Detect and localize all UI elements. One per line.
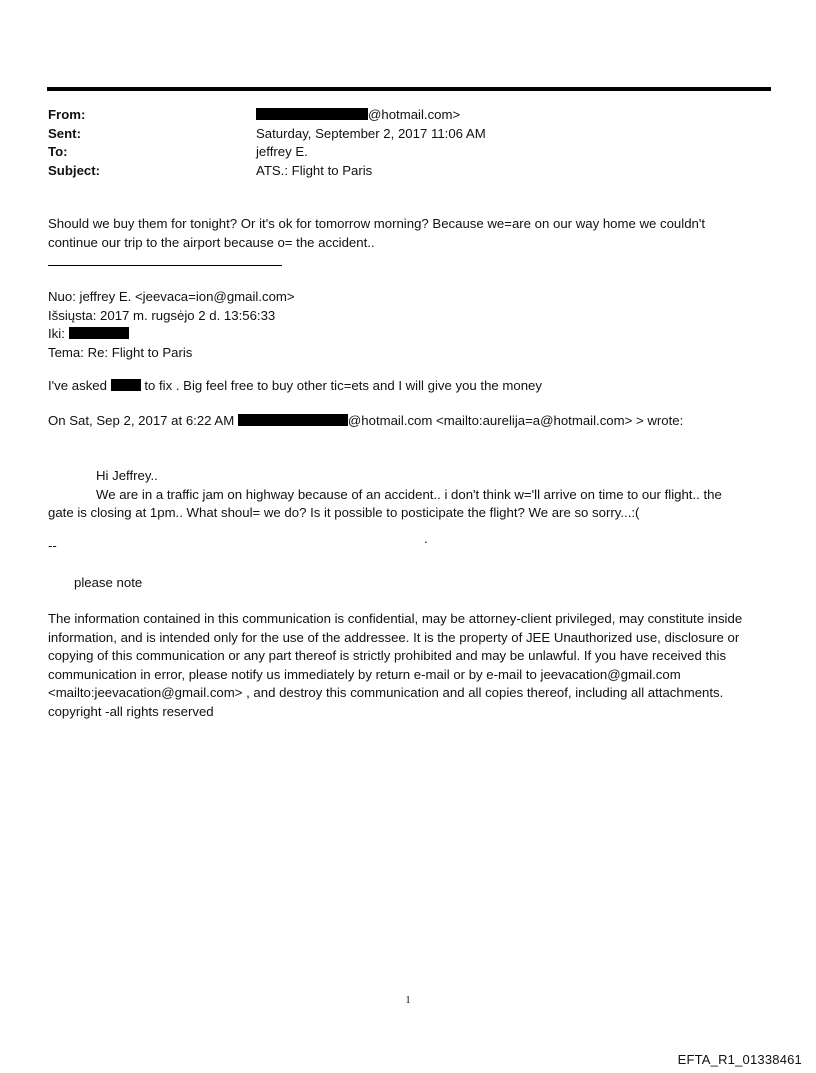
sig-dashes: -- (48, 538, 57, 553)
signature-dashes (48, 537, 748, 556)
sent-value: Saturday, September 2, 2017 11:06 AM (256, 125, 486, 141)
quoted-to-label: Iki: (48, 326, 65, 341)
from-label: From: (48, 107, 86, 122)
stray-dot: . (424, 531, 428, 546)
sent-row (48, 125, 748, 144)
redaction-box (69, 327, 129, 339)
subject-row (48, 162, 748, 181)
redaction-box (256, 108, 368, 120)
quote-separator (48, 265, 282, 266)
to-value: jeffrey E. (256, 144, 308, 159)
reply-text: Should we buy them for tonight? Or it's ok for tomorrow morning? Because we=are on our way home we couldn't continue our trip to the airport because o= the accident.. (48, 216, 706, 250)
disclaimer-block (48, 610, 748, 721)
header-rule (47, 87, 771, 91)
to-row (48, 143, 748, 162)
original-message-line2: gate is closing at 1pm.. What shoul= we do? Is it possible to posticipate the flight? We are so sorry...:( (48, 505, 640, 520)
on-date-start: On Sat, Sep 2, 2017 at 6:22 AM (48, 413, 235, 428)
jeffrey-reply-start: I've asked (48, 378, 107, 393)
disclaimer: The information contained in this communication is confidential, may be attorney-client privileged, may constitute inside information, and is intended only for the use of the addressee. It is the property of JEE Unauthorized use, disclosure or copying of this communication or any part thereof is strictly prohibited and may be unlawful. If you have received this communication in error, please notify us immediately by return e-mail or by e-mail to jeevacation@gmail.com <mailto:jeevacation@gmail.com> , and destroy this communication and all copies thereof, including all attachments. copyright -all rights reserved (48, 611, 743, 719)
from-value (256, 106, 748, 125)
on-date-end: @hotmail.com <mailto:aurelija=a@hotmail.com> > wrote: (347, 413, 684, 428)
subject-label: Subject: (48, 162, 101, 178)
quoted-sent: Išsiųsta: 2017 m. rugsėjo 2 d. 13:56:33 (48, 307, 276, 323)
page-number: 1 (405, 994, 411, 1006)
original-message (48, 467, 748, 523)
please-note-block (48, 574, 748, 593)
from-address: @hotmail.com> (368, 107, 461, 122)
original-message-line1: We are in a traffic jam on highway because of an accident.. i don't think w='ll arrive on time to our flight.. the (96, 486, 722, 502)
quoted-header (48, 288, 748, 362)
please-note: please note (74, 575, 143, 590)
document-id: EFTA_R1_01338461 (677, 1052, 802, 1067)
sent-label: Sent: (48, 125, 81, 141)
to-label: To: (48, 144, 68, 159)
greeting: Hi Jeffrey.. (96, 468, 158, 483)
jeffrey-reply (48, 377, 748, 396)
on-date-line (48, 412, 748, 431)
quoted-to (48, 325, 748, 344)
from-row (48, 106, 748, 125)
email-header (48, 106, 748, 180)
quoted-subject: Tema: Re: Flight to Paris (48, 344, 193, 360)
quoted-from: Nuo: jeffrey E. <jeevaca=ion@gmail.com> (48, 289, 295, 304)
jeffrey-reply-end: to fix . Big feel free to buy other tic=ets and I will give you the money (144, 378, 542, 393)
subject-value: ATS.: Flight to Paris (256, 162, 373, 178)
reply-paragraph (48, 215, 748, 252)
redaction-box (238, 414, 348, 426)
redaction-box (111, 379, 141, 391)
